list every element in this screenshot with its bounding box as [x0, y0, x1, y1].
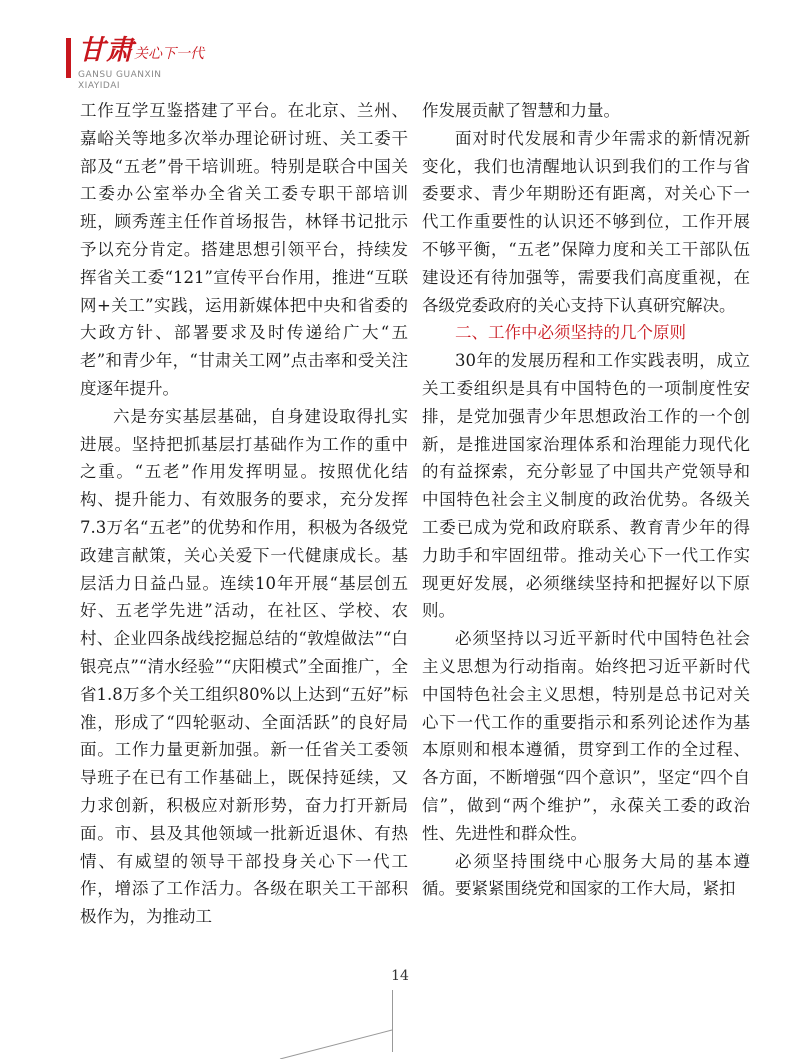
logo-english-line-1: GANSU GUANXIN: [78, 70, 162, 80]
paragraph: 工作互学互鉴搭建了平台。在北京、兰州、嘉峪关等地多次举办理论研讨班、关工委干部及“五老”骨干培训班。特别是联合中国关工委办公室举办全省关工委专职干部培训班，顾秀莲主任作首场报告，林铎书记批示予以充分肯定。搭建思想引领平台，持续发挥省关工委“121”宣传平台作用，推进“互联网+关工”实践，运用新媒体把中央和省委的大政方针、部署要求及时传递给广大“五老”和青少年，“甘肃关工网”点击率和受关注度逐年提升。: [80, 101, 408, 398]
page-number: 14: [391, 968, 409, 984]
paragraph: 六是夯实基层基础，自身建设取得扎实进展。坚持把抓基层打基础作为工作的重中之重。“五老”作用发挥明显。按照优化结构、提升能力、有效服务的要求，充分发挥7.3万名“五老”的优势和作用，积极为各级党政建言献策，关心关爱下一代健康成长。基层活力日益凸显。连续10年开展“基层创五好、五老学先进”活动，在社区、学校、农村、企业四条战线挖掘总结的“敦煌做法”“白银亮点”“清水经验”“庆阳模式”全面推广，全省1.8万多个关工组织80%以上达到“五好”标准，形成了“四轮驱动、全面活跃”的良好局面。工作力量更新加强。新一任省关工委领导班子在已有工作基础上，既保持延续，又力求创新，积极应对新形势，奋力打开新局面。市、县及其他领域一批新近退休、有热情、有威望的领导干部投身关心下一代工作，增添了工作活力。各级在职关工干部积极作为，为推动工: [80, 406, 408, 927]
paragraph: 面对时代发展和青少年需求的新情况新变化，我们也清醒地认识到我们的工作与省委要求、青少年期盼还有距离，对关心下一代工作重要性的认识还不够到位，工作开展不够平衡，“五老”保障力度和关工干部队伍建设还有待加强等，需要我们高度重视，在各级党委政府的关心支持下认真研究解决。: [422, 128, 750, 315]
paragraph: 作发展贡献了智慧和力量。: [422, 101, 620, 120]
paragraph: 必须坚持以习近平新时代中国特色社会主义思想为行动指南。始终把习近平新时代中国特色社会主义思想，特别是总书记对关心下一代工作的重要指示和系列论述作为基本原则和根本遵循，贯穿到工作的全过程、各方面，不断增强“四个意识”，坚定“四个自信”，做到“两个维护”，永葆关工委的政治性、先进性和群众性。: [422, 629, 750, 843]
paragraph: 30年的发展历程和工作实践表明，成立关工委组织是具有中国特色的一项制度性安排，是党加强青少年思想政治工作的一个创新，是推进国家治理体系和治理能力现代化的有益探索，充分彰显了中国共产党领导和中国特色社会主义制度的政治优势。各级关工委已成为党和政府联系、教育青少年的得力助手和牢固纽带。推动关心下一代工作实现更好发展，必须继续坚持和把握好以下原则。: [422, 351, 750, 621]
paragraph: 必须坚持围绕中心服务大局的基本遵循。要紧紧围绕党和国家的工作大局，紧扣: [422, 851, 750, 899]
logo-tagline: 关心下一代: [134, 46, 204, 62]
logo-title: 甘肃: [78, 35, 134, 66]
section-heading: 二、工作中必须坚持的几个原则: [455, 323, 686, 343]
logo-english-line-2: XIAYIDAI: [78, 81, 121, 91]
